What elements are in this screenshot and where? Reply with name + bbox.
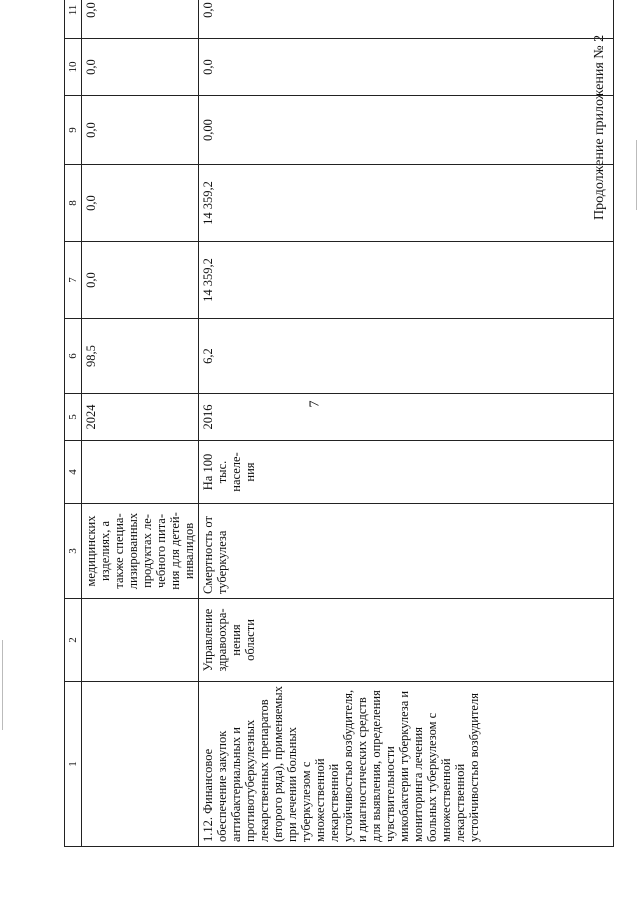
table-cell: 0,0 <box>199 39 614 96</box>
table-cell: 0,0 <box>82 242 199 319</box>
table-cell: 0,0 <box>82 165 199 242</box>
table-cell: медицинских изделиях, а также специа-лизированных продуктах ле-чебного пита-ния для детей-инвалидов <box>82 504 199 599</box>
table-cell: На 100 тыс. населе-ния <box>199 441 614 504</box>
header-cell: 8 <box>65 165 82 242</box>
table-cell: 2016 <box>199 394 614 441</box>
page-number: 7 <box>307 400 323 408</box>
table-cell: Смертность от туберкулеза <box>199 504 614 599</box>
table-cell: 0,0 <box>82 39 199 96</box>
header-cell: 2 <box>65 599 82 682</box>
table-cell <box>82 441 199 504</box>
scan-artifact <box>2 640 3 730</box>
data-table <box>64 0 614 847</box>
table-cell: 14 359,2 <box>199 242 614 319</box>
table-cell: 1.12. Финансовое обеспечение закупок антибактериальных и противотуберкулезных лекарственных препаратов (второго ряда), применяемых при лечении больных туберкулезом с множественной лекарственной устойчивостью возбудителя, и диагностических средств для выявления, определения чувствительности микобактерии туберкулеза и мониторинга лечения больных туберкулезом с множественной лекарственной устойчивостью возбудителя <box>199 682 614 847</box>
rotated-table-wrapper <box>64 0 614 847</box>
appendix-title: Продолжение приложения № 2 <box>592 34 607 220</box>
header-cell: 10 <box>65 39 82 96</box>
table-row <box>199 0 614 847</box>
table-cell: 6,2 <box>199 319 614 394</box>
header-cell: 3 <box>65 504 82 599</box>
table-row <box>82 0 199 847</box>
header-cell: 6 <box>65 319 82 394</box>
table-cell: 98,5 <box>82 319 199 394</box>
header-cell: 11 <box>65 0 82 39</box>
table-cell <box>82 682 199 847</box>
table-cell: 2024 <box>82 394 199 441</box>
header-cell: 1 <box>65 682 82 847</box>
header-row <box>65 0 82 847</box>
table-cell: 14 359,2 <box>199 165 614 242</box>
table-cell: Управление здравоохра-нения области <box>199 599 614 682</box>
table-cell: 0,0 <box>199 0 614 39</box>
table-cell <box>82 599 199 682</box>
scan-artifact <box>636 140 637 210</box>
header-cell: 5 <box>65 394 82 441</box>
header-cell: 4 <box>65 441 82 504</box>
table-cell: 0,0 <box>82 96 199 165</box>
table-cell: 0,00 <box>199 96 614 165</box>
header-cell: 9 <box>65 96 82 165</box>
header-cell: 7 <box>65 242 82 319</box>
table-cell: 0,0 <box>82 0 199 39</box>
